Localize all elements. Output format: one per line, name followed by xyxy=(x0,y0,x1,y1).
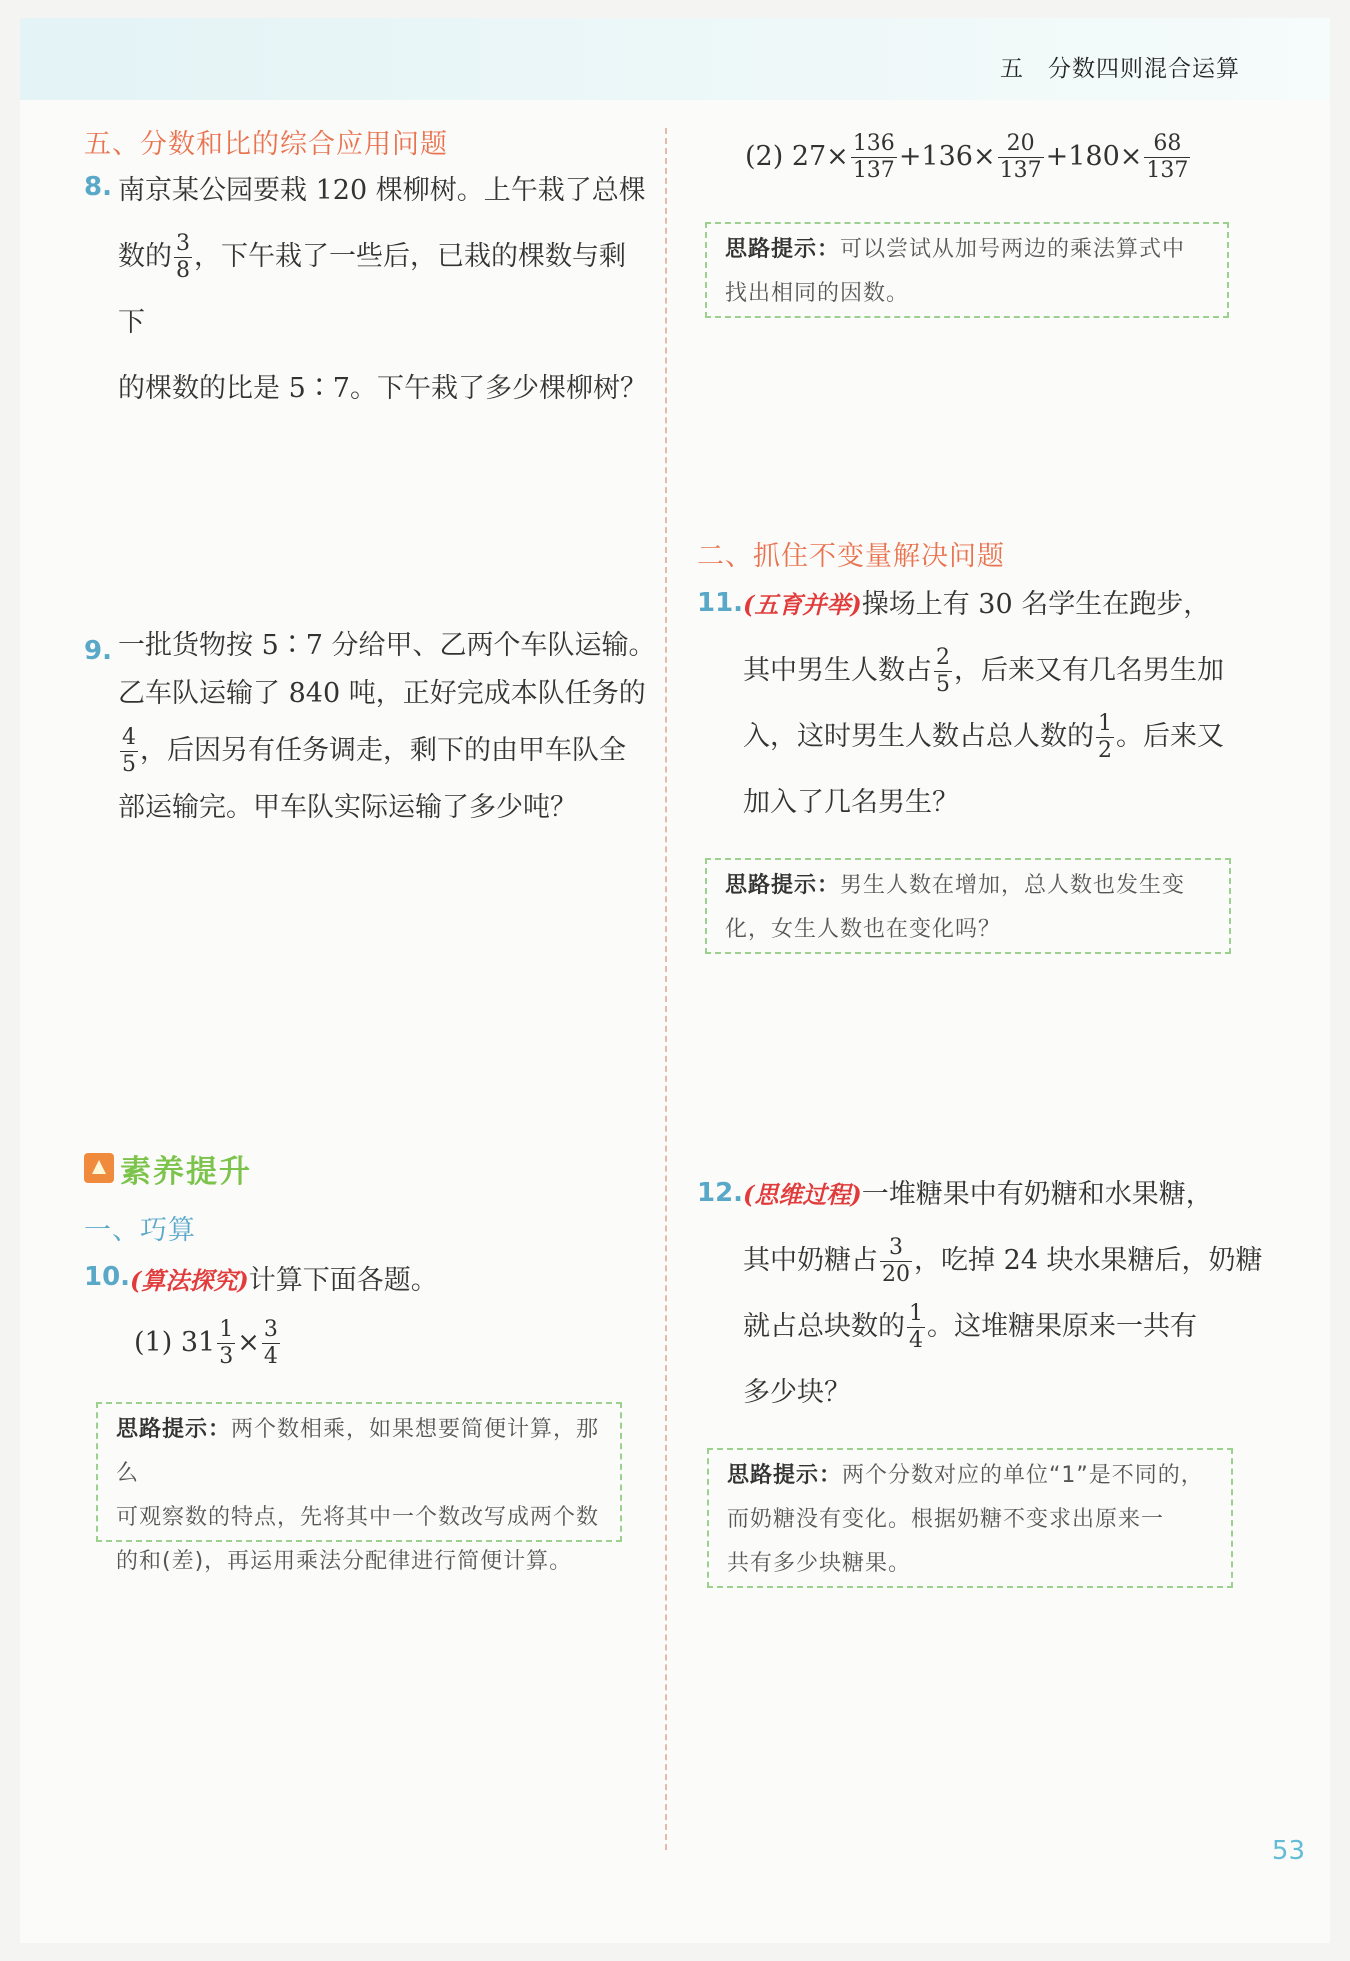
q10-part1-label: (1) 31 xyxy=(134,1327,216,1358)
q10-hint-box xyxy=(96,1402,622,1574)
q10-part1-f1-num: 1 xyxy=(219,1317,234,1342)
q12-hint-box xyxy=(707,1448,1233,1588)
q11-line-3 xyxy=(743,704,1263,770)
q10-part1-frac-1 xyxy=(217,1317,235,1370)
q11-fraction-1 xyxy=(934,645,952,698)
q12-f1-num: 3 xyxy=(880,1235,912,1262)
q12-hint-line-3: 共有多少块糖果。 xyxy=(727,1551,912,1576)
q10-part2-hint-line-1: 可以尝试从加号两边的乘法算式中 xyxy=(840,237,1186,262)
q10-part2-frac-3 xyxy=(1144,131,1190,184)
section-heading-5: 五、分数和比的综合应用问题 xyxy=(84,129,448,160)
q9-frac-den: 5 xyxy=(122,752,136,777)
question-12 xyxy=(743,1162,1263,1426)
q11-line-2-pre: 其中男生人数占 xyxy=(743,655,932,686)
suyang-banner xyxy=(84,1148,252,1188)
growth-icon xyxy=(84,1153,114,1183)
q11-line-1-text: 操场上有 30 名学生在跑步， xyxy=(861,589,1211,620)
chapter-title: 五 分数四则混合运算 xyxy=(1000,56,1240,82)
q11-line-2 xyxy=(743,638,1263,704)
q9-frac-num: 4 xyxy=(122,725,136,750)
q11-f1-num: 2 xyxy=(936,645,950,670)
q10-part1-frac-2 xyxy=(262,1317,280,1370)
q10-hint-line-3: 的和(差)，再运用乘法分配律进行简便计算。 xyxy=(116,1549,573,1574)
q12-f1-den: 20 xyxy=(882,1262,910,1287)
question-9 xyxy=(118,622,658,832)
question-number-9: 9. xyxy=(84,636,112,666)
q10-text: 计算下面各题。 xyxy=(248,1265,438,1296)
q12-line-2-pre: 其中奶糖占 xyxy=(743,1245,878,1276)
question-number-10: 10. xyxy=(84,1262,131,1292)
q8-line-3: 的棵数的比是 5∶7。下午栽了多少棵柳树？ xyxy=(118,373,647,404)
q12-hint-line-2: 而奶糖没有变化。根据奶糖不变求出原来一 xyxy=(727,1507,1165,1532)
q10-part-2 xyxy=(745,124,1192,190)
q10-part2-f3-den: 137 xyxy=(1146,158,1189,183)
q10-part1-f2-den: 4 xyxy=(263,1344,278,1369)
q12-line-3-pre: 就占总块数的 xyxy=(743,1311,905,1342)
sub-heading-1: 一、巧算 xyxy=(84,1215,196,1246)
q10-part2-mid-2: +180× xyxy=(1045,141,1143,172)
q8-frac-num: 3 xyxy=(176,231,190,256)
q9-line-3 xyxy=(118,718,658,784)
q10-part2-label: (2) 27× xyxy=(745,141,849,172)
q10-part1-f1-den: 3 xyxy=(219,1344,234,1369)
question-number-11: 11. xyxy=(697,588,744,618)
q9-line-2: 乙车队运输了 840 吨，正好完成本队任务的 xyxy=(118,678,646,709)
q11-f1-den: 5 xyxy=(936,672,950,697)
q11-line-3-post: 。后来又 xyxy=(1116,721,1224,752)
q10-hint-line-1: 两个数相乘，如果想要简便计算，那么 xyxy=(116,1417,600,1486)
section-heading-2: 二、抓住不变量解决问题 xyxy=(697,541,1005,572)
q9-line-4: 部运输完。甲车队实际运输了多少吨？ xyxy=(118,792,577,823)
q10-part2-hint-label: 思路提示： xyxy=(725,237,841,262)
q11-f2-den: 2 xyxy=(1098,738,1112,763)
q10-part2-frac-1 xyxy=(851,131,897,184)
column-divider xyxy=(665,128,667,1850)
q11-hint-line-2: 化，女生人数也在变化吗？ xyxy=(725,917,1002,942)
q11-line-1 xyxy=(743,572,1263,638)
q10-part2-mid-1: +136× xyxy=(898,141,996,172)
q10-part2-hint-box xyxy=(705,222,1229,318)
q9-line-1: 一批货物按 5∶7 分给甲、乙两个车队运输。 xyxy=(118,630,656,661)
q10-hint-label: 思路提示： xyxy=(116,1417,232,1442)
q10-part2-frac-2 xyxy=(998,131,1044,184)
q11-hint-box xyxy=(705,858,1231,954)
q10-times: × xyxy=(237,1327,260,1358)
q12-tag: (思维过程) xyxy=(743,1180,862,1209)
q10-part2-f2-den: 137 xyxy=(999,158,1042,183)
q12-hint-label: 思路提示： xyxy=(727,1463,843,1488)
q11-f2-num: 1 xyxy=(1098,711,1112,736)
q12-line-4: 多少块？ xyxy=(743,1377,851,1408)
q12-f2-den: 4 xyxy=(909,1328,923,1353)
q10-part2-f2-num: 20 xyxy=(998,131,1044,158)
question-number-8: 8. xyxy=(84,172,112,202)
q12-fraction-2 xyxy=(907,1301,925,1354)
q8-fraction xyxy=(174,231,192,284)
question-11 xyxy=(743,572,1263,836)
question-number-12: 12. xyxy=(697,1178,744,1208)
q10-part2-f1-num: 136 xyxy=(852,131,895,156)
q10-part1-f2-num: 3 xyxy=(263,1317,278,1342)
q12-line-1-text: 一堆糖果中有奶糖和水果糖， xyxy=(861,1179,1213,1210)
q11-line-2-post: ，后来又有几名男生加 xyxy=(954,655,1224,686)
q9-line-3-post: ，后因另有任务调走，剩下的由甲车队全 xyxy=(140,735,626,766)
q11-tag: (五育并举) xyxy=(743,590,862,619)
page-number: 53 xyxy=(1271,1836,1305,1866)
q12-hint-line-1: 两个分数对应的单位“1”是不同的， xyxy=(842,1463,1204,1488)
q12-f2-num: 1 xyxy=(909,1301,923,1326)
question-10 xyxy=(130,1248,650,1314)
q11-line-4: 加入了几名男生？ xyxy=(743,787,959,818)
q9-fraction xyxy=(120,725,138,778)
q8-line-1: 南京某公园要栽 120 棵柳树。上午栽了总棵 xyxy=(118,175,646,206)
question-8 xyxy=(118,158,648,422)
q11-hint-line-1: 男生人数在增加，总人数也发生变 xyxy=(840,873,1186,898)
q12-line-3 xyxy=(743,1294,1263,1360)
suyang-title: 素养提升 xyxy=(120,1153,252,1190)
q10-tag: (算法探究) xyxy=(130,1266,249,1295)
q11-line-3-pre: 入，这时男生人数占总人数的 xyxy=(743,721,1094,752)
q10-part2-f1-den: 137 xyxy=(852,158,895,183)
q11-fraction-2 xyxy=(1096,711,1114,764)
q11-hint-label: 思路提示： xyxy=(725,873,841,898)
q10-part2-f3-num: 68 xyxy=(1144,131,1190,158)
q10-part-1 xyxy=(134,1310,282,1376)
q12-line-2-post: ，吃掉 24 块水果糖后，奶糖 xyxy=(914,1245,1263,1276)
q8-line-2-post: ，下午栽了一些后，已栽的棵数与剩下 xyxy=(118,241,626,338)
q12-line-3-post: 。这堆糖果原来一共有 xyxy=(927,1311,1197,1342)
q12-fraction-1 xyxy=(880,1235,912,1288)
q8-line-2 xyxy=(118,224,648,356)
q8-frac-den: 8 xyxy=(176,258,190,283)
q10-hint-line-2: 可观察数的特点，先将其中一个数改写成两个数 xyxy=(116,1505,600,1530)
q10-part2-hint-line-2: 找出相同的因数。 xyxy=(725,281,910,306)
q12-line-2 xyxy=(743,1228,1263,1294)
q8-line-2-pre: 数的 xyxy=(118,241,172,272)
q12-line-1 xyxy=(743,1162,1263,1228)
